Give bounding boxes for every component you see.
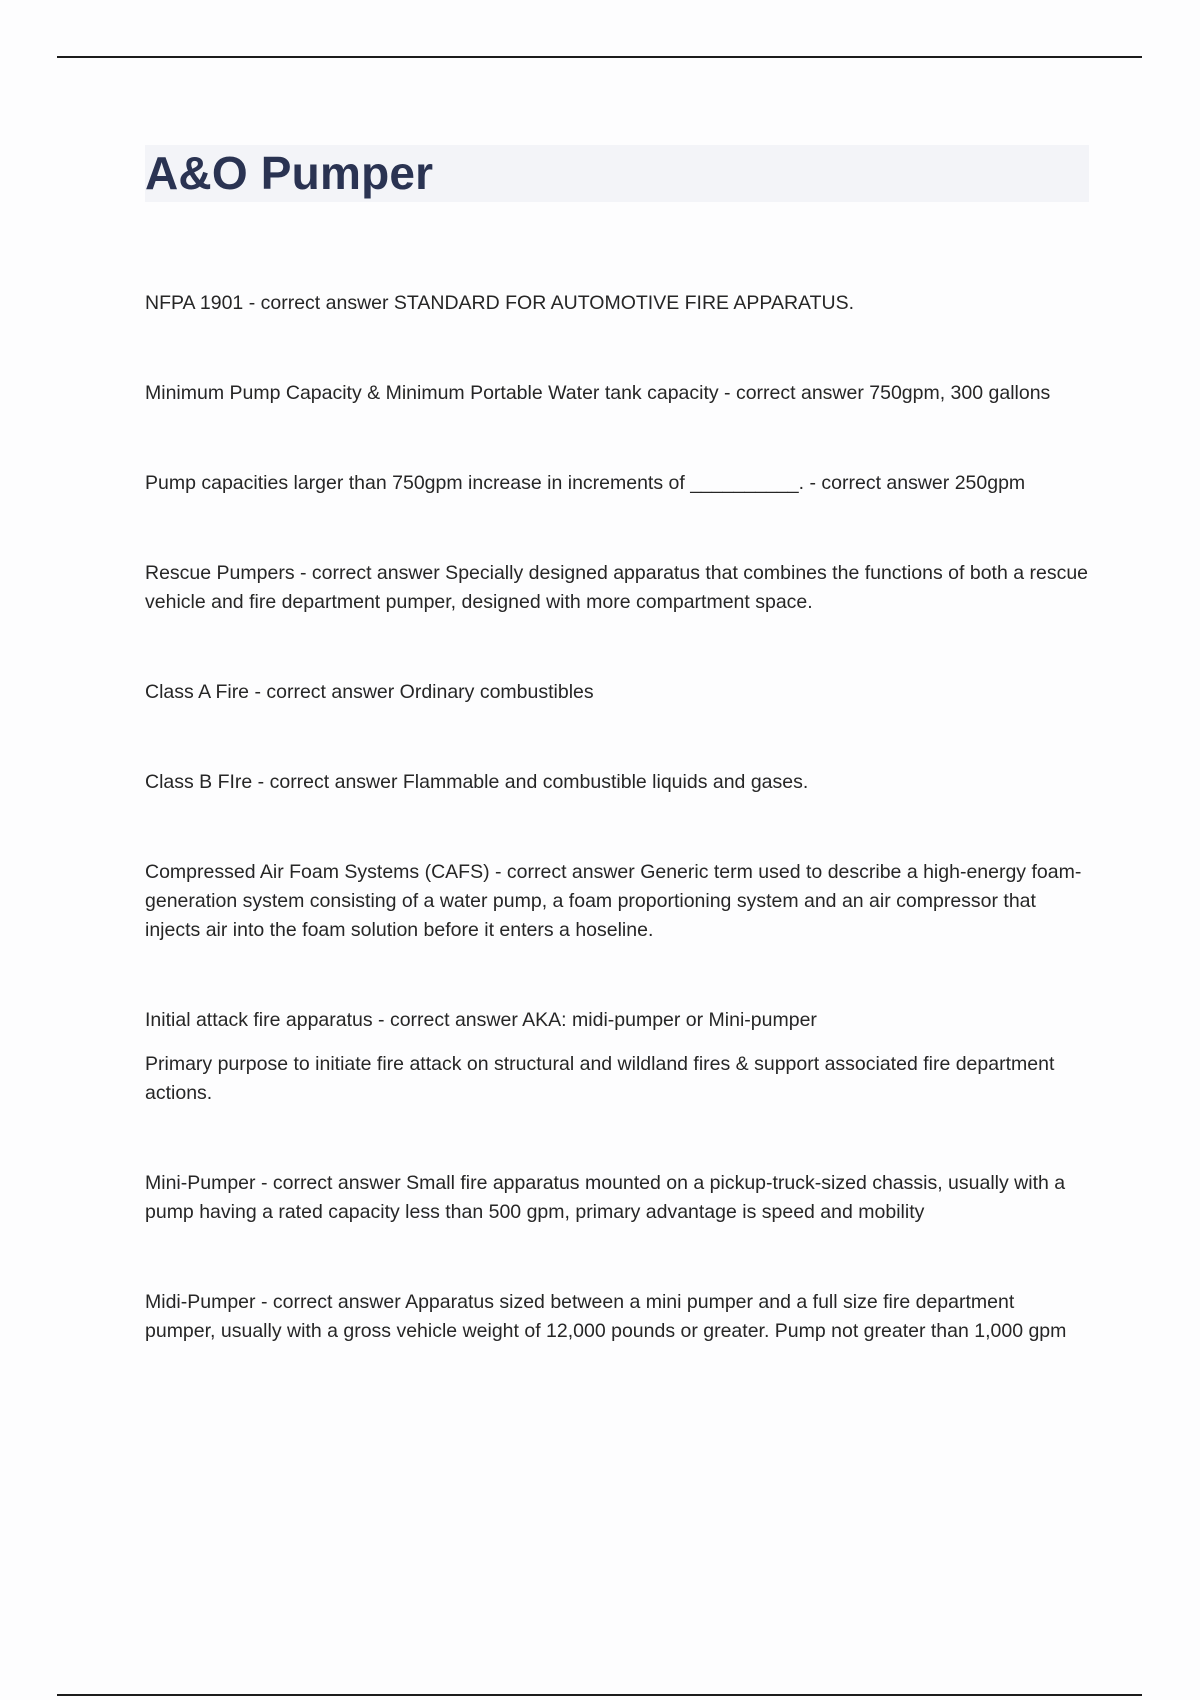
qa-text: Minimum Pump Capacity & Minimum Portable Water tank capacity - correct answer 750gpm, 300 gallons <box>145 382 1051 404</box>
qa-text-continued: Primary purpose to initiate fire attack on structural and wildland fires & support associated fire department actions. <box>145 1053 1055 1104</box>
title-bar <box>145 145 1089 202</box>
qa-text: Compressed Air Foam Systems (CAFS) - correct answer Generic term used to describe a high-energy foam-generation system consisting of a water pump, a foam proportioning system and an air compressor that injects air into the foam solution before it enters a hoseline. <box>145 861 1082 941</box>
qa-entry-cafs <box>145 858 1089 945</box>
document-body <box>145 145 1089 1407</box>
bottom-rule <box>57 1694 1142 1696</box>
qa-list <box>145 289 1089 1346</box>
qa-text: NFPA 1901 - correct answer STANDARD FOR AUTOMOTIVE FIRE APPARATUS. <box>145 292 855 314</box>
page-title: A&O Pumper <box>145 147 434 199</box>
qa-text: Initial attack fire apparatus - correct answer AKA: midi-pumper or Mini-pumper <box>145 1009 817 1031</box>
qa-text: Rescue Pumpers - correct answer Specially designed apparatus that combines the functions of both a rescue vehicle and fire department pumper, designed with more compartment space. <box>145 562 1089 613</box>
qa-text: Pump capacities larger than 750gpm increase in increments of __________. - correct answer 250gpm <box>145 472 1026 494</box>
qa-text: Class B FIre - correct answer Flammable and combustible liquids and gases. <box>145 771 809 793</box>
qa-entry-minimum-pump-capacity <box>145 379 1089 408</box>
qa-text: Mini-Pumper - correct answer Small fire apparatus mounted on a pickup-truck-sized chassis, usually with a pump having a rated capacity less than 500 gpm, primary advantage is speed and mobility <box>145 1172 1066 1223</box>
qa-text: Class A Fire - correct answer Ordinary combustibles <box>145 681 594 703</box>
qa-entry-initial-attack <box>145 1006 1089 1108</box>
top-rule <box>57 56 1142 58</box>
qa-entry-pump-increments <box>145 469 1089 498</box>
qa-entry-class-b-fire <box>145 768 1089 797</box>
qa-entry-rescue-pumpers <box>145 559 1089 617</box>
qa-entry-class-a-fire <box>145 678 1089 707</box>
qa-entry-midi-pumper <box>145 1288 1089 1346</box>
qa-entry-mini-pumper <box>145 1169 1089 1227</box>
qa-text: Midi-Pumper - correct answer Apparatus sized between a mini pumper and a full size fire department pumper, usually with a gross vehicle weight of 12,000 pounds or greater. Pump not greater than 1,000 gpm <box>145 1291 1067 1342</box>
qa-entry-nfpa-1901 <box>145 289 1089 318</box>
